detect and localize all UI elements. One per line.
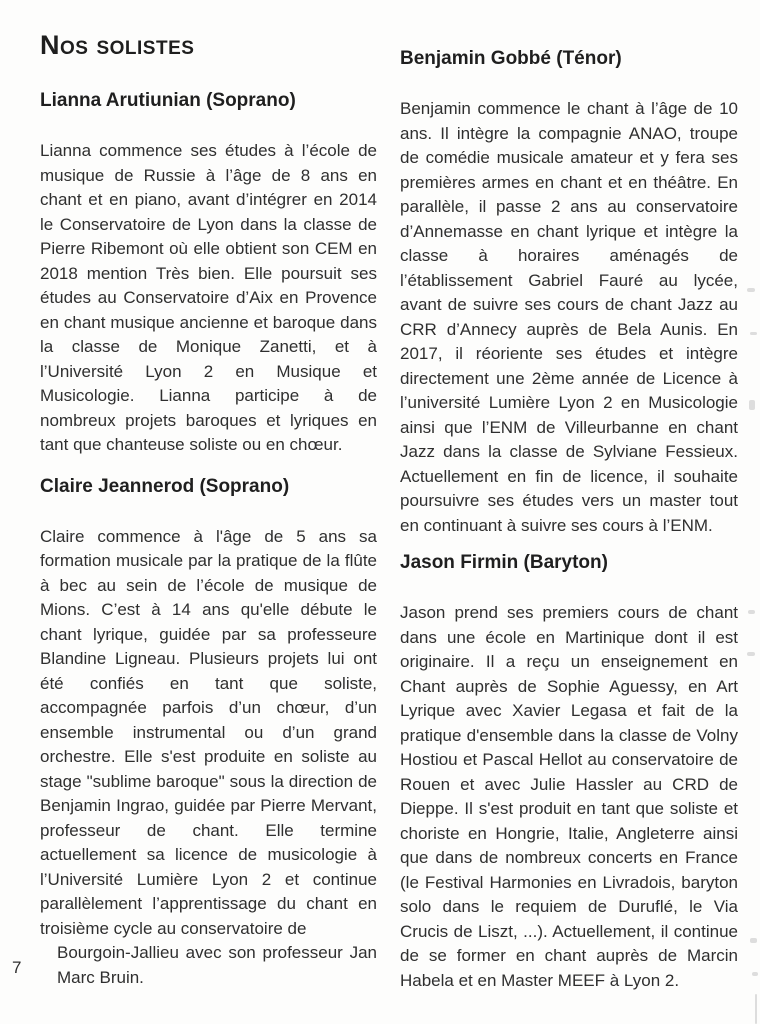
soloist-heading-benjamin: Benjamin Gobbé (Ténor) (400, 48, 622, 69)
soloist-bio-claire (40, 525, 377, 991)
soloist-bio-benjamin: Benjamin commence le chant à l’âge de 10 ans. Il intègre la compagnie ANAO, troupe de comédie musicale amateur et y fera ses premières armes en chant et en théâtre. En parallèle, il passe 2 ans au conservatoire d’Annemasse en chant lyrique et intègre la classe à horaires aménagés de l’établissement Gabriel Fauré au lycée, avant de suivre ses cours de chant Jazz au CRR d’Annecy auprès de Bela Aunis. En 2017, il réoriente ses études et intègre directement une 2ème année de Licence à l’université Lumière Lyon 2 en Musicologie ainsi que l’ENM de Villeurbanne en chant Jazz dans la classe de Sylviane Fessieux. Actuellement en fin de licence, il souhaite poursuivre ses études vers un master tout en continuant à suivre ses cours à l’ENM. (400, 99, 738, 535)
scan-artifact (755, 994, 757, 1024)
soloist-heading-lianna: Lianna Arutiunian (Soprano) (40, 90, 296, 111)
soloist-heading-claire: Claire Jeannerod (Soprano) (40, 475, 290, 497)
section-soloist-jason (400, 552, 738, 993)
scan-artifact (747, 288, 755, 292)
page-title: Nos solistes (40, 30, 195, 60)
scan-artifact (748, 610, 755, 614)
scan-artifact (749, 400, 755, 410)
soloist-bio-claire-main: Claire commence à l'âge de 5 ans sa formation musicale par la pratique de la flûte à bec au sein de l’école de musique de Mions. C’est à 14 ans qu'elle débute le chant lyrique, guidée par sa professeure Blandine Ligneau. Plusieurs projets lui ont été confiés en tant que soliste, accompagnée parfois d’un chœur, d’un ensemble instrumental ou d’un grand orchestre. Elle s'est produite en soliste au stage "sublime baroque" sous la direction de Benjamin Ingrao, guidée par Pierre Mervant, professeur de chant. Elle termine actuellement sa licence de musicologie à l’Université Lumière Lyon 2 et continue parallèlement l’apprentissage du chant en troisième cycle au conservatoire de (40, 526, 377, 938)
soloist-bio-lianna: Lianna commence ses études à l’école de musique de Russie à l’âge de 8 ans en chant et en piano, avant d’intégrer en 2014 le Conservatoire de Lyon dans la classe de Pierre Ribemont où elle obtient son CEM en 2018 mention Très bien. Elle poursuit ses études au Conservatoire d’Aix en Provence en chant musique ancienne et baroque dans la classe de Monique Zanetti, et à l’Université Lyon 2 en Musique et Musicologie. Lianna participe à de nombreux projets baroques et lyriques en tant que chanteuse soliste ou en chœur. (40, 141, 377, 454)
right-column (400, 48, 738, 993)
left-column (40, 28, 377, 990)
section-soloist-claire (40, 476, 377, 991)
scan-artifact (750, 938, 757, 943)
soloist-heading-jason: Jason Firmin (Baryton) (400, 552, 608, 573)
scan-artifact (750, 332, 757, 335)
soloist-bio-jason: Jason prend ses premiers cours de chant dans une école en Martinique dont il est originaire. Il a reçu un enseignement en Chant auprès de Sophie Aguessy, en Art Lyrique avec Xavier Legasa et fait de la pratique d'ensemble dans la classe de Volny Hostiou et Pascal Hellot au conservatoire de Rouen et avec Julie Hassler au CRD de Dieppe. Il s'est produit en tant que soliste et choriste en Hongrie, Italie, Angleterre ainsi que dans de nombreux concerts en France (le Festival Harmonies en Livradois, baryton solo dans le requiem de Duruflé, le Via Crucis de Liszt, ...). Actuellement, il continue de se former en chant auprès de Marcin Habela et en Master MEEF à Lyon 2. (400, 603, 738, 990)
section-soloist-benjamin (400, 48, 738, 538)
section-soloist-lianna (40, 90, 377, 458)
soloist-bio-claire-continued: Bourgoin-Jallieu avec son professeur Jan Marc Bruin. (57, 943, 377, 987)
scan-artifact (747, 652, 755, 656)
scan-artifact (752, 972, 758, 976)
page-number: 7 (12, 958, 22, 977)
